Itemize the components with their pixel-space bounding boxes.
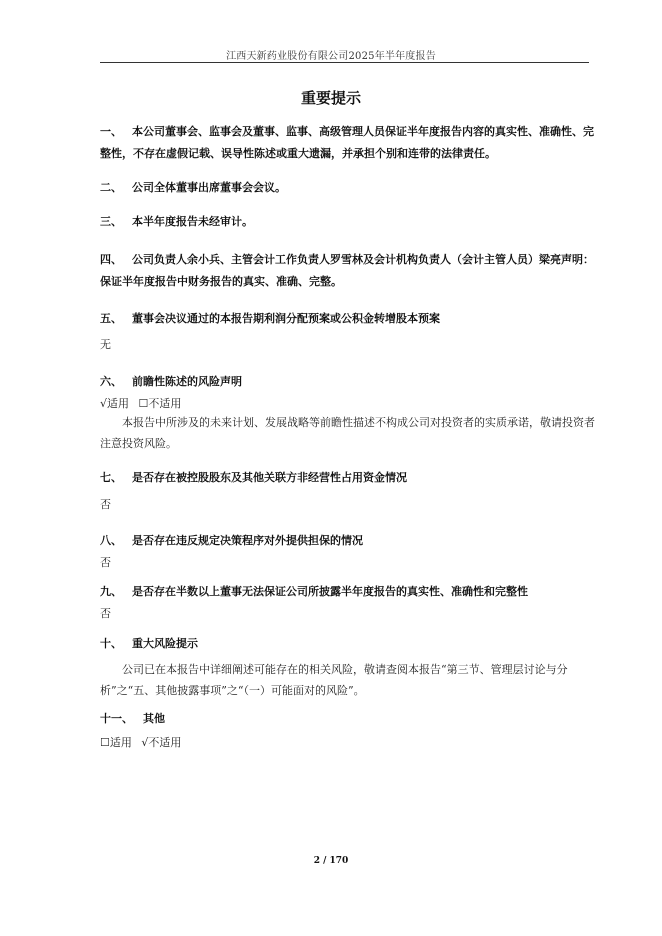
section-text: 公司全体董事出席董事会会议。 bbox=[132, 181, 286, 194]
section-number: 九、 bbox=[100, 585, 122, 598]
applicable-option: √适用 bbox=[100, 397, 130, 410]
section-text: 是否存在违反规定决策程序对外提供担保的情况 bbox=[132, 534, 363, 547]
section-6-paragraph: 本报告中所涉及的未来计划、发展战略等前瞻性描述不构成公司对投资者的实质承诺，敬请投资者注意投资风险。 bbox=[100, 416, 595, 450]
section-text: 是否存在半数以上董事无法保证公司所披露半年度报告的真实性、准确性和完整性 bbox=[132, 585, 528, 598]
section-6 bbox=[100, 371, 595, 393]
not-applicable-option: ☐不适用 bbox=[138, 397, 182, 410]
section-number: 十、 bbox=[100, 637, 122, 650]
section-text: 董事会决议通过的本报告期利润分配预案或公积金转增股本预案 bbox=[132, 312, 440, 325]
section-text: 重大风险提示 bbox=[132, 637, 198, 650]
section-7-answer: 否 bbox=[100, 498, 111, 511]
section-text: 其他 bbox=[143, 712, 165, 725]
applicable-option: ☐适用 bbox=[100, 736, 132, 749]
section-11 bbox=[100, 708, 595, 730]
section-10-paragraph: 公司已在本报告中详细阐述可能存在的相关风险，敬请查阅本报告“第三节、管理层讨论与分析”之“五、其他披露事项”之“（一）可能面对的风险”。 bbox=[100, 663, 568, 697]
applicability-checkboxes bbox=[100, 735, 187, 751]
section-number: 十一、 bbox=[100, 712, 133, 725]
section-number: 一、 bbox=[100, 125, 122, 138]
section-text: 本公司董事会、监事会及董事、监事、高级管理人员保证半年度报告内容的真实性、准确性、完整性，不存在虚假记载、误导性陈述或重大遗漏，并承担个别和连带的法律责任。 bbox=[100, 125, 594, 160]
section-text: 公司负责人余小兵、主管会计工作负责人罗雪林及会计机构负责人（会计主管人员）梁亮声明：保证半年度报告中财务报告的真实、准确、完整。 bbox=[100, 253, 594, 288]
section-1 bbox=[100, 121, 595, 165]
running-header: 江西天新药业股份有限公司2025年半年度报告 bbox=[226, 51, 436, 62]
applicability-checkboxes bbox=[100, 396, 187, 412]
section-number: 三、 bbox=[100, 215, 122, 228]
section-number: 六、 bbox=[100, 375, 122, 388]
section-number: 八、 bbox=[100, 534, 122, 547]
section-9-answer: 否 bbox=[100, 607, 111, 620]
not-applicable-option: √不适用 bbox=[141, 736, 182, 749]
section-2 bbox=[100, 177, 595, 199]
header-divider bbox=[100, 62, 589, 63]
section-3 bbox=[100, 211, 595, 233]
section-5-answer: 无 bbox=[100, 338, 111, 351]
section-8 bbox=[100, 530, 595, 552]
section-text: 是否存在被控股股东及其他关联方非经营性占用资金情况 bbox=[132, 471, 407, 484]
section-text: 本半年度报告未经审计。 bbox=[132, 215, 253, 228]
section-number: 五、 bbox=[100, 312, 122, 325]
section-number: 二、 bbox=[100, 181, 122, 194]
page-number: 2 / 170 bbox=[313, 856, 349, 866]
section-5 bbox=[100, 308, 595, 330]
page-title: 重要提示 bbox=[300, 89, 361, 107]
section-7 bbox=[100, 467, 595, 489]
section-10 bbox=[100, 633, 595, 655]
section-number: 七、 bbox=[100, 471, 122, 484]
section-text: 前瞻性陈述的风险声明 bbox=[132, 375, 242, 388]
section-8-answer: 否 bbox=[100, 556, 111, 569]
section-number: 四、 bbox=[100, 253, 122, 266]
section-9 bbox=[100, 581, 595, 603]
section-4 bbox=[100, 249, 595, 293]
